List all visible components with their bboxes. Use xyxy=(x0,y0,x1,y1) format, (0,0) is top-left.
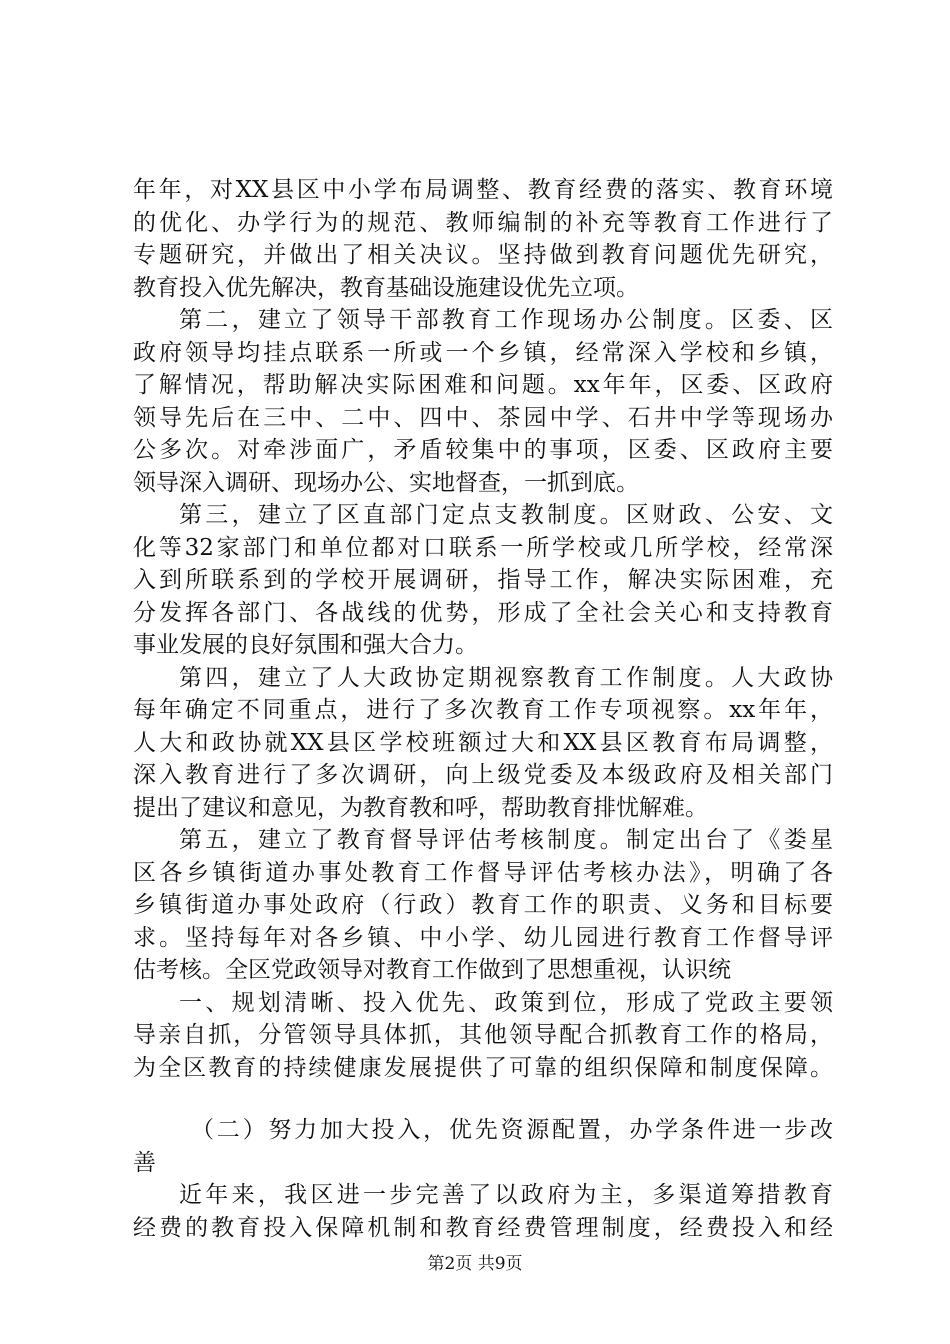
text-line: 专题研究，并做出了相关决议。坚持做到教育问题优先研究， xyxy=(133,242,833,268)
text-line: 政府领导均挂点联系一所或一个乡镇，经常深入学校和乡镇， xyxy=(133,339,833,366)
text-line: 事业发展的良好氛围和强大合力。 xyxy=(133,632,478,658)
text-line: 人大和政协就XX县区学校班额过大和XX县区教育布局调整， xyxy=(133,729,833,756)
text-line: 公多次。对牵涉面广，矛盾较集中的事项，区委、区政府主要 xyxy=(133,437,833,463)
text-line: 第二，建立了领导干部教育工作现场办公制度。区委、区 xyxy=(179,307,833,333)
text-line: 经费的教育投入保障机制和教育经费管理制度，经费投入和经 xyxy=(133,1214,833,1241)
text-line: 估考核。全区党政领导对教育工作做到了思想重视，认识统 xyxy=(133,957,731,983)
text-line: 区各乡镇街道办事处教育工作督导评估考核办法》，明确了各 xyxy=(133,859,833,886)
paragraph-gap xyxy=(133,1084,833,1114)
section-heading: （二）努力加大投入，优先资源配置，办学条件进一步改 xyxy=(191,1117,833,1143)
text-line: 的优化、办学行为的规范、教师编制的补充等教育工作进行了 xyxy=(133,209,833,236)
text-line: 分发挥各部门、各战线的优势，形成了全社会关心和支持教育 xyxy=(133,599,833,626)
text-line: 一、规划清晰、投入优先、政策到位，形成了党政主要领 xyxy=(179,989,833,1016)
text-line: 领导深入调研、现场办公、实地督查，一抓到底。 xyxy=(133,469,639,496)
text-line: 乡镇街道办事处政府（行政）教育工作的职责、义务和目标要 xyxy=(133,892,833,918)
page-footer: 第2页 共9页 xyxy=(427,1254,523,1274)
text-line: 领导先后在三中、二中、四中、茶园中学、石井中学等现场办 xyxy=(133,404,833,431)
document-body xyxy=(133,174,833,1244)
text-line: 了解情况，帮助解决实际困难和问题。xx年年，区委、区政府 xyxy=(133,372,833,398)
text-line: 第三，建立了区直部门定点支教制度。区财政、公安、文 xyxy=(179,502,833,528)
text-line: 第五，建立了教育督导评估考核制度。制定出台了《娄星 xyxy=(179,827,833,853)
text-line: 近年来，我区进一步完善了以政府为主，多渠道筹措教育 xyxy=(179,1182,833,1208)
text-line: 为全区教育的持续健康发展提供了可靠的组织保障和制度保障。 xyxy=(133,1054,833,1081)
text-line: 求。坚持每年对各乡镇、中小学、幼儿园进行教育工作督导评 xyxy=(133,924,833,951)
text-line: 教育投入优先解决，教育基础设施建设优先立项。 xyxy=(133,274,639,301)
text-line: 年年，对XX县区中小学布局调整、教育经费的落实、教育环境 xyxy=(133,177,833,203)
text-line: 导亲自抓，分管领导具体抓，其他领导配合抓教育工作的格局， xyxy=(133,1022,833,1048)
text-line: 提出了建议和意见，为教育教和呼，帮助教育排忧解难。 xyxy=(133,794,708,821)
text-line: 深入教育进行了多次调研，向上级党委及本级政府及相关部门 xyxy=(133,762,833,788)
text-line: 入到所联系到的学校开展调研，指导工作，解决实际困难，充 xyxy=(133,567,833,593)
text-line: 每年确定不同重点，进行了多次教育工作专项视察。xx年年， xyxy=(133,697,833,723)
text-line: 化等32家部门和单位都对口联系一所学校或几所学校，经常深 xyxy=(133,534,833,561)
text-line: 第四，建立了人大政协定期视察教育工作制度。人大政协 xyxy=(179,664,833,691)
section-heading-continued: 善 xyxy=(133,1149,156,1176)
